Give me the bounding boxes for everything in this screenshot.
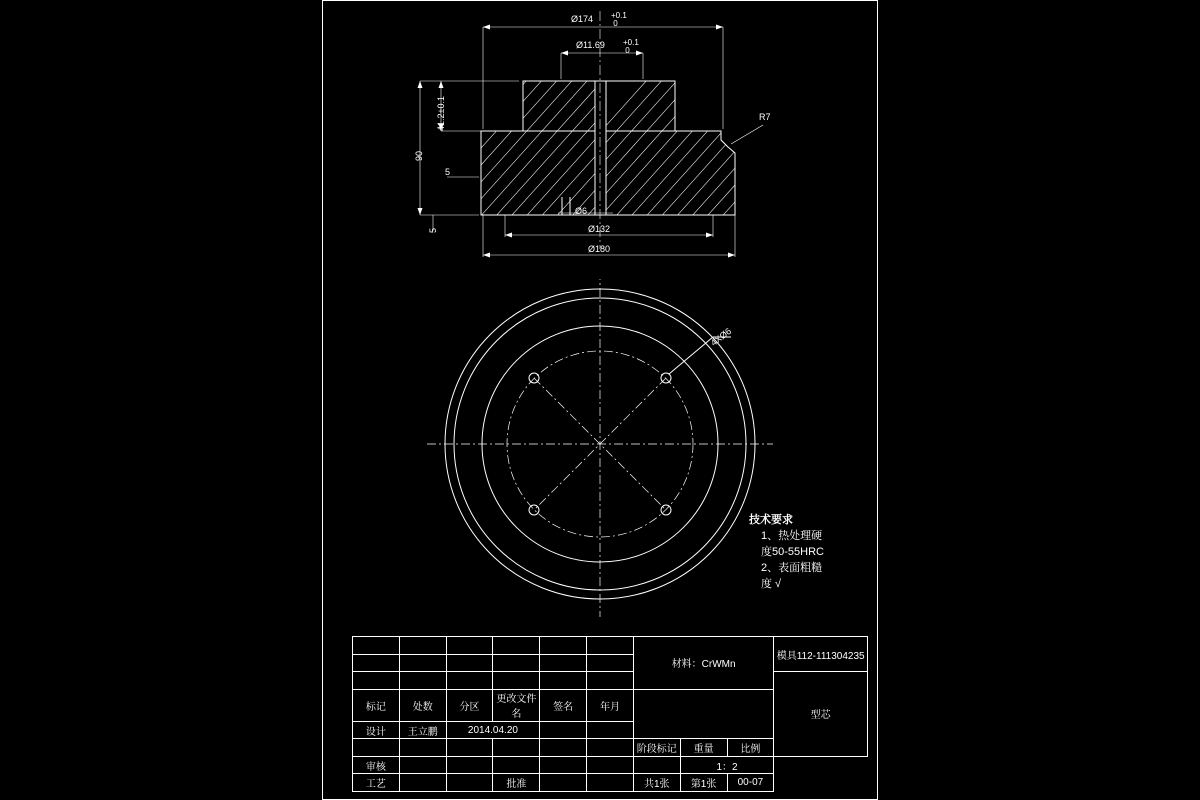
empty-cell <box>540 721 587 739</box>
dim-outer-top: Ø174 <box>571 14 594 24</box>
tech-line-1: 1、热处理硬 <box>761 529 823 542</box>
dim-height-total: 90 <box>414 150 424 161</box>
dim-step-lower: 5 <box>428 227 438 233</box>
design-label: 设计 <box>353 721 400 739</box>
empty-cell <box>493 739 540 757</box>
rev-cell <box>446 637 493 655</box>
rev-header-mark: 标记 <box>353 689 400 721</box>
review-label: 审核 <box>353 756 400 774</box>
sheets-total: 共1张 <box>633 774 680 792</box>
rev-cell <box>399 654 446 672</box>
part-name-cell: 型芯 <box>774 672 868 757</box>
empty-cell <box>399 756 446 774</box>
rev-header-file: 更改文件名 <box>493 689 540 721</box>
empty-cell <box>540 774 587 792</box>
rev-cell <box>493 654 540 672</box>
rev-cell <box>446 654 493 672</box>
sheet-number: 第1张 <box>680 774 727 792</box>
dim-height-step: 41.2±0.1 <box>436 96 446 131</box>
empty-cell <box>353 739 400 757</box>
stage-label: 阶段标记 <box>633 739 680 757</box>
scale-value: 1：2 <box>680 756 774 774</box>
tech-line-3: 2、表面粗糙 <box>761 561 823 574</box>
mold-number-cell: 模具112-111304235 <box>774 637 868 672</box>
empty-cell <box>446 739 493 757</box>
rev-cell <box>540 637 587 655</box>
empty-cell <box>540 739 587 757</box>
rev-cell <box>493 672 540 690</box>
rev-cell <box>353 637 400 655</box>
material-cell: 材料：CrWMn <box>633 637 773 690</box>
rev-cell <box>587 637 634 655</box>
dim-outer-top-tol: +0.1 0 <box>611 11 627 28</box>
tech-heading: 技术要求 <box>749 514 793 526</box>
rev-cell <box>353 672 400 690</box>
rev-cell <box>587 654 634 672</box>
drawing-number: 00-07 <box>727 774 774 792</box>
rev-cell <box>353 654 400 672</box>
empty-cell <box>446 774 493 792</box>
rev-cell <box>399 672 446 690</box>
empty-cell <box>587 774 634 792</box>
rev-cell <box>399 637 446 655</box>
empty-cell <box>587 721 634 739</box>
empty-cell <box>493 756 540 774</box>
empty-cell <box>587 756 634 774</box>
rev-cell <box>540 654 587 672</box>
empty-cell <box>540 756 587 774</box>
stage-value <box>633 756 680 774</box>
dim-hole-pattern: 4XØ6 <box>708 325 734 348</box>
process-label: 工艺 <box>353 774 400 792</box>
empty-cell <box>446 756 493 774</box>
approve-label: 批准 <box>493 774 540 792</box>
rev-header-count: 处数 <box>399 689 446 721</box>
rev-cell <box>446 672 493 690</box>
rev-header-date: 年月 <box>587 689 634 721</box>
scale-label: 比例 <box>727 739 774 757</box>
title-block <box>352 636 868 792</box>
empty-cell <box>399 739 446 757</box>
rev-cell <box>493 637 540 655</box>
rev-header-zone: 分区 <box>446 689 493 721</box>
dim-132: Ø132 <box>588 224 611 234</box>
technical-requirements <box>749 513 879 593</box>
dim-180: Ø180 <box>588 244 611 254</box>
design-name: 王立鹏 <box>399 721 446 739</box>
empty-cell <box>587 739 634 757</box>
rev-cell <box>587 672 634 690</box>
dim-small-hole: Ø6 <box>575 206 588 216</box>
rev-cell <box>540 672 587 690</box>
weight-label: 重量 <box>680 739 727 757</box>
empty-cell <box>399 774 446 792</box>
dim-bore: Ø11.69 <box>576 40 605 50</box>
dim-fillet-r7: R7 <box>759 112 771 122</box>
blank-cell <box>633 689 773 739</box>
rev-header-sign: 签名 <box>540 689 587 721</box>
dim-bore-tol: +0.1 0 <box>623 38 639 55</box>
tech-line-2: 度50-55HRC <box>761 545 824 558</box>
roughness-symbol-icon: √ <box>772 577 782 590</box>
dim-step-upper: 5 <box>445 167 451 177</box>
tech-line-4: 度 √ <box>761 577 782 590</box>
design-date: 2014.04.20 <box>446 721 540 739</box>
